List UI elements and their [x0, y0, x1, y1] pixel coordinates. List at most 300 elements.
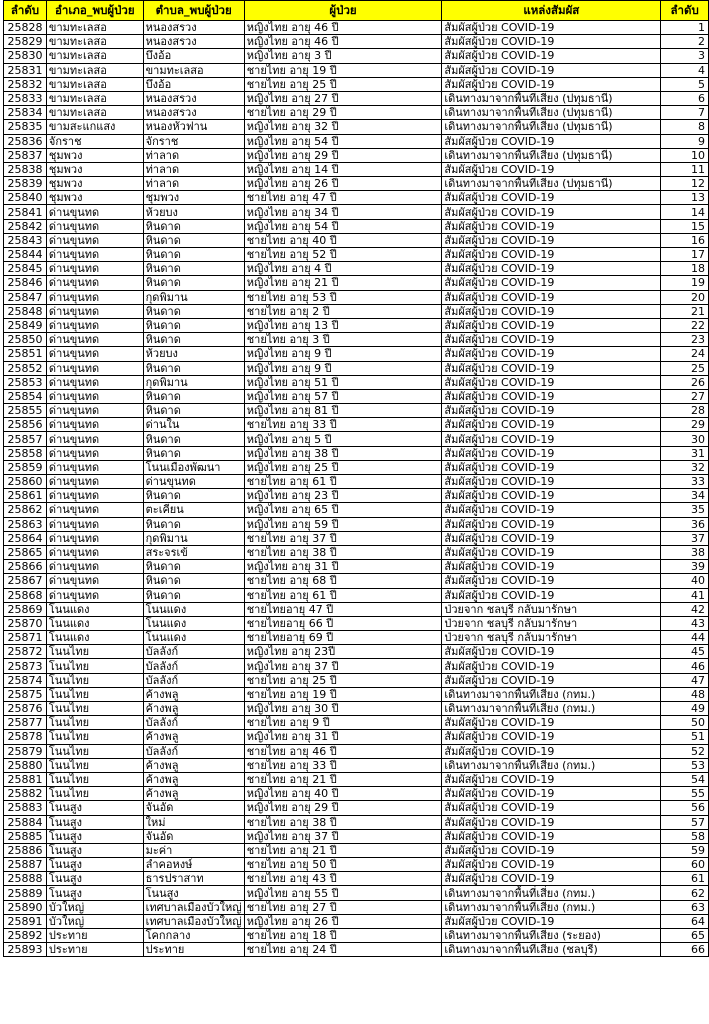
subdistrict-cell: หินดาด [143, 446, 244, 460]
sequence-cell: 6 [661, 91, 709, 105]
district-cell: ด่านขุนทด [46, 318, 143, 332]
case-number-cell: 25853 [4, 375, 47, 389]
patient-cell: ชายไทยอายุ 69 ปี [244, 631, 442, 645]
sequence-cell: 60 [661, 858, 709, 872]
subdistrict-cell: โนนแดง [143, 616, 244, 630]
district-cell: โนนสูง [46, 872, 143, 886]
exposure-source-cell: สัมผัสผู้ป่วย COVID-19 [442, 787, 661, 801]
sequence-cell: 37 [661, 531, 709, 545]
sequence-cell: 38 [661, 545, 709, 559]
case-number-cell: 25861 [4, 489, 47, 503]
sequence-cell: 51 [661, 730, 709, 744]
sequence-cell: 58 [661, 829, 709, 843]
table-row [4, 35, 709, 49]
exposure-source-cell: สัมผัสผู้ป่วย COVID-19 [442, 63, 661, 77]
sequence-cell: 49 [661, 702, 709, 716]
exposure-source-cell: สัมผัสผู้ป่วย COVID-19 [442, 262, 661, 276]
header-exposure-source: แหล่งสัมผัส [442, 1, 661, 21]
patient-cell: ชายไทย อายุ 53 ปี [244, 290, 442, 304]
exposure-source-cell: สัมผัสผู้ป่วย COVID-19 [442, 872, 661, 886]
subdistrict-cell: ค้างพลู [143, 702, 244, 716]
subdistrict-cell: หินดาด [143, 248, 244, 262]
table-row [4, 574, 709, 588]
subdistrict-cell: ด่านขุนทด [143, 475, 244, 489]
patient-cell: ชายไทย อายุ 25 ปี [244, 77, 442, 91]
sequence-cell: 33 [661, 475, 709, 489]
exposure-source-cell: สัมผัสผู้ป่วย COVID-19 [442, 21, 661, 35]
sequence-cell: 66 [661, 943, 709, 957]
case-number-cell: 25865 [4, 545, 47, 559]
patient-cell: ชายไทย อายุ 47 ปี [244, 191, 442, 205]
exposure-source-cell: สัมผัสผู้ป่วย COVID-19 [442, 418, 661, 432]
sequence-cell: 16 [661, 233, 709, 247]
table-row [4, 460, 709, 474]
case-number-cell: 25842 [4, 219, 47, 233]
exposure-source-cell: สัมผัสผู้ป่วย COVID-19 [442, 489, 661, 503]
district-cell: ด่านขุนทด [46, 560, 143, 574]
patient-cell: หญิงไทย อายุ 13 ปี [244, 318, 442, 332]
table-row [4, 602, 709, 616]
table-row [4, 616, 709, 630]
sequence-cell: 26 [661, 375, 709, 389]
table-row [4, 787, 709, 801]
table-row [4, 205, 709, 219]
table-row [4, 333, 709, 347]
case-number-cell: 25881 [4, 772, 47, 786]
table-row [4, 716, 709, 730]
table-row [4, 631, 709, 645]
patient-cell: ชายไทย อายุ 25 ปี [244, 673, 442, 687]
patient-cell: หญิงไทย อายุ 81 ปี [244, 404, 442, 418]
district-cell: ขามทะเลสอ [46, 63, 143, 77]
case-number-cell: 25864 [4, 531, 47, 545]
subdistrict-cell: ธารปราสาท [143, 872, 244, 886]
sequence-cell: 27 [661, 389, 709, 403]
district-cell: ขามทะเลสอ [46, 35, 143, 49]
table-row [4, 503, 709, 517]
table-row [4, 943, 709, 957]
patient-cell: หญิงไทย อายุ 29 ปี [244, 148, 442, 162]
district-cell: ด่านขุนทด [46, 347, 143, 361]
district-cell: โนนไทย [46, 702, 143, 716]
patient-cell: หญิงไทย อายุ 31 ปี [244, 730, 442, 744]
patient-cell: หญิงไทย อายุ 29 ปี [244, 801, 442, 815]
subdistrict-cell: ค้างพลู [143, 787, 244, 801]
patient-cell: หญิงไทย อายุ 46 ปี [244, 21, 442, 35]
exposure-source-cell: เดินทางมาจากพื้นที่เสี่ยง (ปทุมธานี) [442, 120, 661, 134]
sequence-cell: 48 [661, 687, 709, 701]
patient-cell: ชายไทย อายุ 40 ปี [244, 233, 442, 247]
district-cell: ด่านขุนทด [46, 531, 143, 545]
patient-cell: หญิงไทย อายุ 9 ปี [244, 361, 442, 375]
subdistrict-cell: ท่าลาด [143, 162, 244, 176]
table-row [4, 858, 709, 872]
patient-cell: ชายไทย อายุ 52 ปี [244, 248, 442, 262]
subdistrict-cell: ลำคอหงษ์ [143, 858, 244, 872]
exposure-source-cell: สัมผัสผู้ป่วย COVID-19 [442, 503, 661, 517]
exposure-source-cell: สัมผัสผู้ป่วย COVID-19 [442, 333, 661, 347]
exposure-source-cell: สัมผัสผู้ป่วย COVID-19 [442, 35, 661, 49]
subdistrict-cell: หินดาด [143, 233, 244, 247]
subdistrict-cell: ห้วยบง [143, 347, 244, 361]
subdistrict-cell: ค้างพลู [143, 758, 244, 772]
subdistrict-cell: ห้วยบง [143, 205, 244, 219]
subdistrict-cell: บัลลังก์ [143, 659, 244, 673]
district-cell: ด่านขุนทด [46, 361, 143, 375]
sequence-cell: 50 [661, 716, 709, 730]
subdistrict-cell: ค้างพลู [143, 772, 244, 786]
case-number-cell: 25874 [4, 673, 47, 687]
sequence-cell: 52 [661, 744, 709, 758]
patient-cell: ชายไทย อายุ 33 ปี [244, 758, 442, 772]
case-number-cell: 25889 [4, 886, 47, 900]
case-number-cell: 25869 [4, 602, 47, 616]
district-cell: ด่านขุนทด [46, 290, 143, 304]
sequence-cell: 63 [661, 900, 709, 914]
exposure-source-cell: สัมผัสผู้ป่วย COVID-19 [442, 219, 661, 233]
patient-cell: หญิงไทย อายุ 55 ปี [244, 886, 442, 900]
district-cell: ด่านขุนทด [46, 475, 143, 489]
case-number-cell: 25862 [4, 503, 47, 517]
sequence-cell: 46 [661, 659, 709, 673]
exposure-source-cell: สัมผัสผู้ป่วย COVID-19 [442, 645, 661, 659]
exposure-source-cell: สัมผัสผู้ป่วย COVID-19 [442, 347, 661, 361]
district-cell: ด่านขุนทด [46, 248, 143, 262]
header-patient: ผู้ป่วย [244, 1, 442, 21]
table-row [4, 262, 709, 276]
case-number-cell: 25875 [4, 687, 47, 701]
table-row [4, 829, 709, 843]
case-number-cell: 25870 [4, 616, 47, 630]
exposure-source-cell: สัมผัสผู้ป่วย COVID-19 [442, 248, 661, 262]
district-cell: โนนไทย [46, 716, 143, 730]
sequence-cell: 59 [661, 843, 709, 857]
case-number-cell: 25845 [4, 262, 47, 276]
table-row [4, 49, 709, 63]
exposure-source-cell: สัมผัสผู้ป่วย COVID-19 [442, 432, 661, 446]
exposure-source-cell: สัมผัสผู้ป่วย COVID-19 [442, 290, 661, 304]
case-number-cell: 25868 [4, 588, 47, 602]
exposure-source-cell: สัมผัสผู้ป่วย COVID-19 [442, 304, 661, 318]
district-cell: โนนสูง [46, 829, 143, 843]
subdistrict-cell: จันอัด [143, 801, 244, 815]
patient-cell: หญิงไทย อายุ 25 ปี [244, 460, 442, 474]
exposure-source-cell: สัมผัสผู้ป่วย COVID-19 [442, 404, 661, 418]
subdistrict-cell: โนนสูง [143, 886, 244, 900]
patient-cell: หญิงไทย อายุ 34 ปี [244, 205, 442, 219]
subdistrict-cell: โคกกลาง [143, 929, 244, 943]
case-number-cell: 25843 [4, 233, 47, 247]
case-number-cell: 25867 [4, 574, 47, 588]
case-number-cell: 25883 [4, 801, 47, 815]
sequence-cell: 8 [661, 120, 709, 134]
district-cell: ประทาย [46, 943, 143, 957]
sequence-cell: 43 [661, 616, 709, 630]
table-row [4, 815, 709, 829]
patient-cell: หญิงไทย อายุ 26 ปี [244, 177, 442, 191]
sequence-cell: 3 [661, 49, 709, 63]
subdistrict-cell: หินดาด [143, 318, 244, 332]
case-number-cell: 25837 [4, 148, 47, 162]
case-number-cell: 25854 [4, 389, 47, 403]
table-row [4, 886, 709, 900]
sequence-cell: 64 [661, 914, 709, 928]
sequence-cell: 41 [661, 588, 709, 602]
sequence-cell: 54 [661, 772, 709, 786]
patient-cell: ชายไทย อายุ 61 ปี [244, 588, 442, 602]
subdistrict-cell: ประทาย [143, 943, 244, 957]
table-row [4, 106, 709, 120]
exposure-source-cell: ป่วยจาก ชลบุรี กลับมารักษา [442, 631, 661, 645]
table-row [4, 248, 709, 262]
subdistrict-cell: ค้างพลู [143, 687, 244, 701]
table-row [4, 361, 709, 375]
table-row [4, 659, 709, 673]
case-number-cell: 25839 [4, 177, 47, 191]
subdistrict-cell: กุดพิมาน [143, 375, 244, 389]
patient-cell: ชายไทย อายุ 2 ปี [244, 304, 442, 318]
exposure-source-cell: สัมผัสผู้ป่วย COVID-19 [442, 191, 661, 205]
subdistrict-cell: บึงอ้อ [143, 77, 244, 91]
exposure-source-cell: สัมผัสผู้ป่วย COVID-19 [442, 574, 661, 588]
subdistrict-cell: กุดพิมาน [143, 531, 244, 545]
patient-cell: ชายไทย อายุ 21 ปี [244, 772, 442, 786]
patient-cell: ชายไทย อายุ 38 ปี [244, 815, 442, 829]
table-row [4, 177, 709, 191]
patient-cell: ชายไทย อายุ 43 ปี [244, 872, 442, 886]
sequence-cell: 65 [661, 929, 709, 943]
district-cell: ด่านขุนทด [46, 262, 143, 276]
case-number-cell: 25866 [4, 560, 47, 574]
subdistrict-cell: โนนแดง [143, 602, 244, 616]
patient-cell: ชายไทยอายุ 47 ปี [244, 602, 442, 616]
district-cell: โนนไทย [46, 730, 143, 744]
district-cell: โนนแดง [46, 602, 143, 616]
patient-cell: ชายไทย อายุ 46 ปี [244, 744, 442, 758]
district-cell: ขามทะเลสอ [46, 91, 143, 105]
district-cell: โนนไทย [46, 687, 143, 701]
patient-cell: หญิงไทย อายุ 27 ปี [244, 91, 442, 105]
case-table [3, 0, 709, 957]
case-number-cell: 25851 [4, 347, 47, 361]
sequence-cell: 7 [661, 106, 709, 120]
table-row [4, 730, 709, 744]
district-cell: ชุมพวง [46, 191, 143, 205]
patient-cell: หญิงไทย อายุ 3 ปี [244, 49, 442, 63]
case-number-cell: 25838 [4, 162, 47, 176]
subdistrict-cell: หินดาด [143, 304, 244, 318]
district-cell: โนนไทย [46, 787, 143, 801]
exposure-source-cell: สัมผัสผู้ป่วย COVID-19 [442, 659, 661, 673]
case-number-cell: 25884 [4, 815, 47, 829]
sequence-cell: 61 [661, 872, 709, 886]
district-cell: โนนสูง [46, 886, 143, 900]
table-row [4, 134, 709, 148]
district-cell: ด่านขุนทด [46, 446, 143, 460]
patient-cell: หญิงไทย อายุ 26 ปี [244, 914, 442, 928]
table-row [4, 418, 709, 432]
case-number-cell: 25846 [4, 276, 47, 290]
sequence-cell: 42 [661, 602, 709, 616]
case-number-cell: 25829 [4, 35, 47, 49]
case-number-cell: 25876 [4, 702, 47, 716]
patient-cell: หญิงไทย อายุ 37 ปี [244, 829, 442, 843]
district-cell: ด่านขุนทด [46, 489, 143, 503]
district-cell: ขามทะเลสอ [46, 21, 143, 35]
patient-cell: ชายไทย อายุ 19 ปี [244, 63, 442, 77]
sequence-cell: 15 [661, 219, 709, 233]
case-number-cell: 25849 [4, 318, 47, 332]
exposure-source-cell: สัมผัสผู้ป่วย COVID-19 [442, 588, 661, 602]
subdistrict-cell: หินดาด [143, 361, 244, 375]
district-cell: โนนไทย [46, 772, 143, 786]
district-cell: โนนไทย [46, 673, 143, 687]
subdistrict-cell: หนองสรวง [143, 35, 244, 49]
exposure-source-cell: เดินทางมาจากพื้นที่เสี่ยง (กทม.) [442, 886, 661, 900]
exposure-source-cell: สัมผัสผู้ป่วย COVID-19 [442, 730, 661, 744]
district-cell: ด่านขุนทด [46, 460, 143, 474]
district-cell: ด่านขุนทด [46, 574, 143, 588]
table-row [4, 276, 709, 290]
case-number-cell: 25828 [4, 21, 47, 35]
district-cell: ด่านขุนทด [46, 418, 143, 432]
district-cell: ด่านขุนทด [46, 517, 143, 531]
case-number-cell: 25877 [4, 716, 47, 730]
district-cell: ขามทะเลสอ [46, 49, 143, 63]
table-row [4, 872, 709, 886]
exposure-source-cell: สัมผัสผู้ป่วย COVID-19 [442, 815, 661, 829]
exposure-source-cell: เดินทางมาจากพื้นที่เสี่ยง (ชลบุรี) [442, 943, 661, 957]
sequence-cell: 11 [661, 162, 709, 176]
table-row [4, 645, 709, 659]
table-row [4, 120, 709, 134]
sequence-cell: 40 [661, 574, 709, 588]
sequence-cell: 29 [661, 418, 709, 432]
table-row [4, 687, 709, 701]
table-row [4, 588, 709, 602]
sequence-cell: 10 [661, 148, 709, 162]
patient-cell: ชายไทย อายุ 33 ปี [244, 418, 442, 432]
header-row [4, 1, 709, 21]
subdistrict-cell: เทศบาลเมืองบัวใหญ่ [143, 900, 244, 914]
patient-cell: หญิงไทย อายุ 46 ปี [244, 35, 442, 49]
table-row [4, 900, 709, 914]
subdistrict-cell: หินดาด [143, 219, 244, 233]
table-row [4, 744, 709, 758]
case-number-cell: 25834 [4, 106, 47, 120]
table-row [4, 63, 709, 77]
table-row [4, 304, 709, 318]
exposure-source-cell: สัมผัสผู้ป่วย COVID-19 [442, 829, 661, 843]
table-row [4, 702, 709, 716]
case-number-cell: 25832 [4, 77, 47, 91]
exposure-source-cell: สัมผัสผู้ป่วย COVID-19 [442, 560, 661, 574]
sequence-cell: 53 [661, 758, 709, 772]
subdistrict-cell: หินดาด [143, 588, 244, 602]
header-subdistrict: ตำบล_พบผู้ป่วย [143, 1, 244, 21]
district-cell: โนนแดง [46, 631, 143, 645]
exposure-source-cell: สัมผัสผู้ป่วย COVID-19 [442, 162, 661, 176]
patient-cell: หญิงไทย อายุ 4 ปี [244, 262, 442, 276]
case-number-cell: 25835 [4, 120, 47, 134]
subdistrict-cell: ใหม่ [143, 815, 244, 829]
subdistrict-cell: ตะเคียน [143, 503, 244, 517]
sequence-cell: 1 [661, 21, 709, 35]
subdistrict-cell: หินดาด [143, 432, 244, 446]
sequence-cell: 56 [661, 801, 709, 815]
case-number-cell: 25831 [4, 63, 47, 77]
subdistrict-cell: สระจรเข้ [143, 545, 244, 559]
case-number-cell: 25879 [4, 744, 47, 758]
case-number-cell: 25891 [4, 914, 47, 928]
case-number-cell: 25886 [4, 843, 47, 857]
subdistrict-cell: กุดพิมาน [143, 290, 244, 304]
patient-cell: ชายไทย อายุ 18 ปี [244, 929, 442, 943]
case-number-cell: 25878 [4, 730, 47, 744]
exposure-source-cell: เดินทางมาจากพื้นที่เสี่ยง (ปทุมธานี) [442, 148, 661, 162]
subdistrict-cell: หินดาด [143, 333, 244, 347]
table-row [4, 843, 709, 857]
subdistrict-cell: หินดาด [143, 276, 244, 290]
table-row [4, 91, 709, 105]
exposure-source-cell: สัมผัสผู้ป่วย COVID-19 [442, 475, 661, 489]
case-number-cell: 25833 [4, 91, 47, 105]
patient-cell: ชายไทย อายุ 61 ปี [244, 475, 442, 489]
exposure-source-cell: สัมผัสผู้ป่วย COVID-19 [442, 517, 661, 531]
subdistrict-cell: ท่าลาด [143, 148, 244, 162]
subdistrict-cell: หินดาด [143, 489, 244, 503]
subdistrict-cell: มะค่า [143, 843, 244, 857]
district-cell: ด่านขุนทด [46, 588, 143, 602]
exposure-source-cell: สัมผัสผู้ป่วย COVID-19 [442, 843, 661, 857]
district-cell: ชุมพวง [46, 148, 143, 162]
sequence-cell: 57 [661, 815, 709, 829]
district-cell: ด่านขุนทด [46, 304, 143, 318]
district-cell: บัวใหญ่ [46, 900, 143, 914]
case-number-cell: 25836 [4, 134, 47, 148]
case-number-cell: 25858 [4, 446, 47, 460]
district-cell: บัวใหญ่ [46, 914, 143, 928]
sequence-cell: 14 [661, 205, 709, 219]
case-number-cell: 25863 [4, 517, 47, 531]
district-cell: ขามทะเลสอ [46, 106, 143, 120]
case-number-cell: 25857 [4, 432, 47, 446]
district-cell: ด่านขุนทด [46, 276, 143, 290]
exposure-source-cell: สัมผัสผู้ป่วย COVID-19 [442, 205, 661, 219]
case-number-cell: 25830 [4, 49, 47, 63]
patient-cell: ชายไทย อายุ 9 ปี [244, 716, 442, 730]
table-row [4, 517, 709, 531]
subdistrict-cell: ด่านใน [143, 418, 244, 432]
exposure-source-cell: สัมผัสผู้ป่วย COVID-19 [442, 375, 661, 389]
patient-cell: หญิงไทย อายุ 32 ปี [244, 120, 442, 134]
table-row [4, 432, 709, 446]
district-cell: ชุมพวง [46, 177, 143, 191]
case-number-cell: 25848 [4, 304, 47, 318]
district-cell: ด่านขุนทด [46, 205, 143, 219]
header-sequence: ลำดับ [661, 1, 709, 21]
table-row [4, 148, 709, 162]
sequence-cell: 55 [661, 787, 709, 801]
sequence-cell: 39 [661, 560, 709, 574]
exposure-source-cell: สัมผัสผู้ป่วย COVID-19 [442, 276, 661, 290]
case-number-cell: 25888 [4, 872, 47, 886]
case-number-cell: 25880 [4, 758, 47, 772]
sequence-cell: 21 [661, 304, 709, 318]
patient-cell: ชายไทย อายุ 19 ปี [244, 687, 442, 701]
exposure-source-cell: สัมผัสผู้ป่วย COVID-19 [442, 49, 661, 63]
patient-cell: ชายไทย อายุ 68 ปี [244, 574, 442, 588]
